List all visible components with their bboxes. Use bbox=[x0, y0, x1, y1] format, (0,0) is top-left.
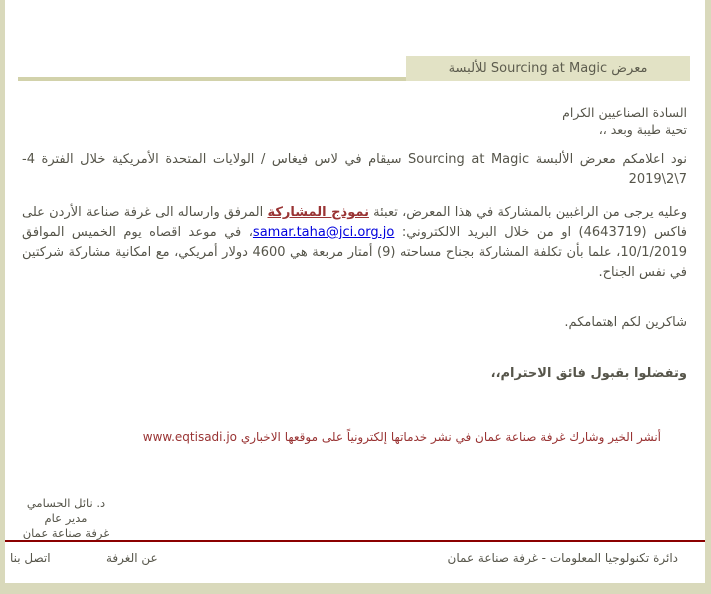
title-underline bbox=[18, 77, 406, 81]
paragraph-participation-part2: المرفق وارساله الى غرفة صناعة الأردن على فاكس (4643719) او من خلال البريد الالكتروني: bbox=[22, 205, 687, 240]
paragraph-participation-part1: وعليه يرجى من الراغبين بالمشاركة في هذا المعرض، تعبئة bbox=[368, 205, 687, 220]
signature-title: مدير عام bbox=[44, 511, 88, 525]
salutation-line: السادة الصناعيين الكرام bbox=[562, 105, 687, 120]
greeting-block bbox=[562, 104, 687, 138]
promo-text: أنشر الخير وشارك غرفة صناعة عمان في نشر خدماتها إلكترونياً على موقعها الاخباري bbox=[237, 430, 661, 444]
signature-org: غرفة صناعة عمان bbox=[22, 526, 110, 540]
paragraph-announcement: نود اعلامكم معرض الألبسة Sourcing at Magic سيقام في لاس فيغاس / الولايات المتحدة الأمريكية خلال الفترة 4-7\2\2019 bbox=[22, 152, 687, 187]
page-title bbox=[406, 56, 690, 81]
email-link[interactable]: samar.taha@jci.org.jo bbox=[252, 225, 395, 240]
page-title-label: معرض Sourcing at Magic للألبسة bbox=[448, 61, 648, 76]
paragraph-participation bbox=[22, 203, 687, 283]
footer-divider-line bbox=[5, 540, 705, 542]
participation-form-link[interactable]: نموذج المشاركة bbox=[267, 205, 369, 220]
signature-block bbox=[14, 496, 118, 541]
eqtisadi-url-link[interactable]: www.eqtisadi.jo bbox=[142, 430, 237, 444]
opening-line: تحية طيبة وبعد ،، bbox=[598, 122, 687, 137]
signature-name: د. نائل الحسامي bbox=[26, 496, 106, 510]
promo-line bbox=[143, 430, 661, 444]
regards-line: وتفضلوا بقبول فائق الاحترام،، bbox=[490, 366, 687, 381]
bottom-border bbox=[0, 583, 711, 594]
footer-about-link[interactable]: عن الغرفة bbox=[106, 551, 158, 565]
thanks-line: شاكرين لكم اهتمامكم. bbox=[564, 315, 687, 330]
left-border bbox=[0, 0, 5, 594]
right-border bbox=[705, 0, 711, 594]
footer-department-label: دائرة تكنولوجيا المعلومات - غرفة صناعة عمان bbox=[447, 551, 678, 565]
footer-contact-link[interactable]: اتصل بنا bbox=[10, 551, 51, 565]
paragraph-participation-part3: ، في موعد اقصاه يوم الخميس الموافق 10/1/2019، علما بأن تكلفة المشاركة بجناح مساحته (9) أمتار مربعة هي 4600 دولار أمريكي، مع امكانية مشاركة شركتين في نفس الجناح. bbox=[22, 225, 687, 280]
